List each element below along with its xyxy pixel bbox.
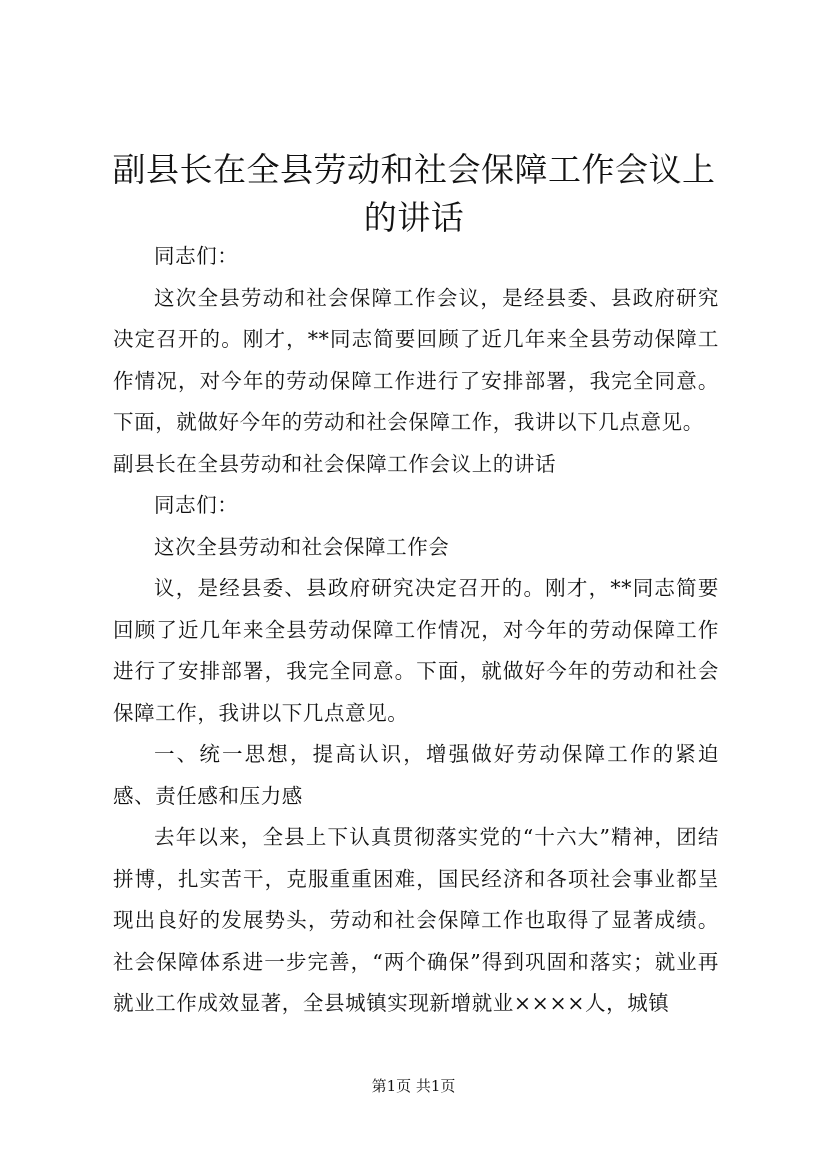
document-body [113, 236, 719, 1025]
section-heading-one: 一、统一思想，提高认识，增强做好劳动保障工作的紧迫感、责任感和压力感 [113, 742, 719, 808]
paragraph-repeated-title: 副县长在全县劳动和社会保障工作会议上的讲话 [113, 451, 557, 476]
paragraph-intro-fragment: 这次全县劳动和社会保障工作会 [154, 534, 450, 559]
paragraph-intro: 这次全县劳动和社会保障工作会议，是经县委、县政府研究决定召开的。刚才，**同志简要回顾了近几年来全县劳动保障工作情况，对今年的劳动保障工作进行了安排部署，我完全同意。下面，就做好今年的劳动和社会保障工作，我讲以下几点意见。 [113, 285, 719, 434]
paragraph-achievements: 去年以来，全县上下认真贯彻落实党的“十六大”精神，团结拼博，扎实苦干，克服重重困难，国民经济和各项社会事业都呈现出良好的发展势头，劳动和社会保障工作也取得了显著成绩。社会保障体系进一步完善，“两个确保”得到巩固和落实；就业再就业工作成效显著，全县城镇实现新增就业××××人，城镇 [113, 825, 719, 1015]
document-title: 副县长在全县劳动和社会保障工作会议上的讲话 [112, 150, 716, 237]
paragraph-salutation: 同志们： [154, 244, 239, 268]
page-number-footer: 第1页 共1页 [371, 1077, 456, 1095]
paragraph-intro-continued: 议，是经县委、县政府研究决定召开的。刚才，**同志简要回顾了近几年来全县劳动保障工作情况，对今年的劳动保障工作进行了安排部署，我完全同意。下面，就做好今年的劳动和社会保障工作，我讲以下几点意见。 [113, 576, 719, 725]
paragraph-salutation-repeat: 同志们： [154, 493, 239, 517]
